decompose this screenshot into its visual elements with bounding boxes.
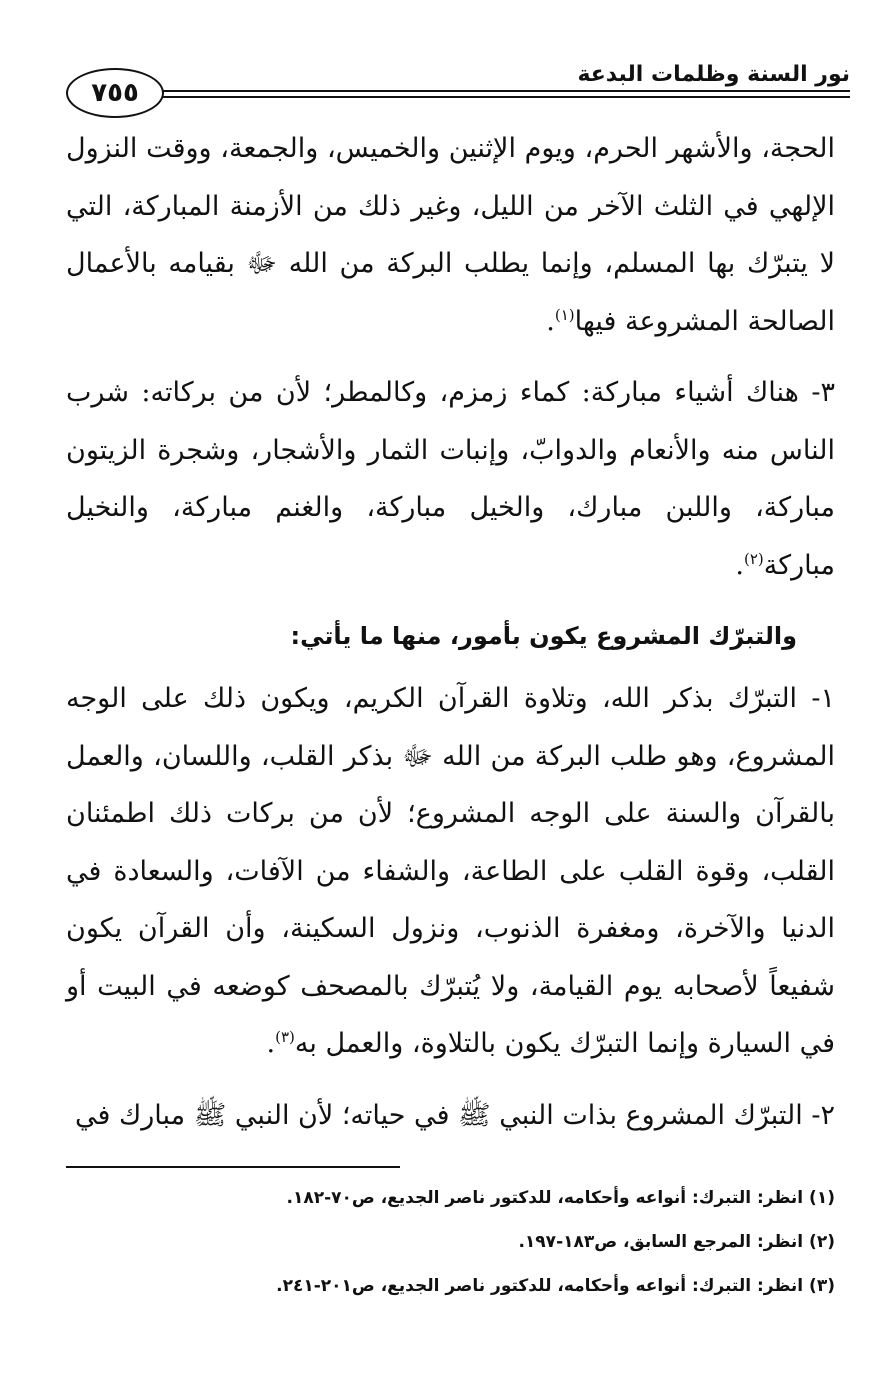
footnote-2: (٢) انظر: المرجع السابق، ص١٨٣-١٩٧. bbox=[518, 1232, 835, 1252]
paragraph-item-2 bbox=[66, 1087, 835, 1145]
header-rule bbox=[162, 90, 850, 92]
paragraph-end: . bbox=[735, 549, 744, 581]
footnote-ref-1[interactable]: (١) bbox=[554, 305, 575, 324]
paragraph-text: ٢- التبرّك المشروع بذات النبي ﷺ في حياته؛ لأن النبي ﷺ مبارك في bbox=[75, 1099, 835, 1131]
footnote-ref-2[interactable]: (٢) bbox=[744, 549, 764, 568]
page-number-oval bbox=[66, 68, 164, 118]
paragraph-text: الحجة، والأشهر الحرم، ويوم الإثنين والخميس، والجمعة، ووقت النزول الإلهي في الثلث الآخر من الليل، وغير ذلك من الأزمنة المباركة، التي لا يتبرّك بها المسلم، وإنما يطلب البركة من الله ﷻ بقيامه بالأعمال الصالحة المشروعة فيها bbox=[66, 133, 835, 337]
footnotes bbox=[66, 1176, 835, 1308]
paragraph-item-3 bbox=[66, 364, 835, 594]
paragraph-text: ١- التبرّك بذكر الله، وتلاوة القرآن الكريم، ويكون ذلك على الوجه المشروع، وهو طلب البركة من الله ﷻ بذكر القلب، واللسان، والعمل بالقرآن والسنة على الوجه المشروع؛ لأن من بركات ذلك اطمئنان القلب، وقوة القلب على الطاعة، والشفاء من الآفات، والسعادة في الدنيا والآخرة، ومغفرة الذنوب، ونزول السكينة، وأن القرآن يكون شفيعاً لأصحابه يوم القيامة، ولا يُتبرّك بالمصحف كوضعه في البيت أو في السيارة وإنما التبرّك يكون بالتلاوة، والعمل به bbox=[66, 683, 835, 1059]
footnote-1: (١) انظر: التبرك: أنواعه وأحكامه، للدكتور ناصر الجديع، ص٧٠-١٨٢. bbox=[286, 1188, 835, 1208]
footnote-3: (٣) انظر: التبرك: أنواعه وأحكامه، للدكتور ناصر الجديع، ص٢٠١-٢٤١. bbox=[276, 1276, 835, 1296]
section-heading: والتبرّك المشروع يكون بأمور، منها ما يأتي: bbox=[290, 622, 797, 650]
paragraph-end: . bbox=[266, 1028, 276, 1059]
paragraph-end: . bbox=[546, 305, 555, 337]
header-rule-double bbox=[162, 96, 850, 98]
footnote-separator bbox=[66, 1166, 400, 1168]
paragraph-item-1 bbox=[66, 670, 835, 1073]
page-number: ٧٥٥ bbox=[91, 78, 139, 108]
footnote-ref-3[interactable]: (٣) bbox=[275, 1028, 295, 1046]
paragraph-continuation bbox=[66, 120, 835, 350]
main-text bbox=[66, 120, 835, 1144]
paragraph-text: ٣- هناك أشياء مباركة: كماء زمزم، وكالمطر؛ لأن من بركاته: شرب الناس منه والأنعام والدوابّ، وإنبات الثمار والأشجار، وشجرة الزيتون مباركة، واللبن مبارك، والخيل مباركة، والغنم مباركة، والنخيل مباركة bbox=[66, 377, 835, 581]
running-title: نور السنة وظلمات البدعة bbox=[577, 62, 850, 87]
